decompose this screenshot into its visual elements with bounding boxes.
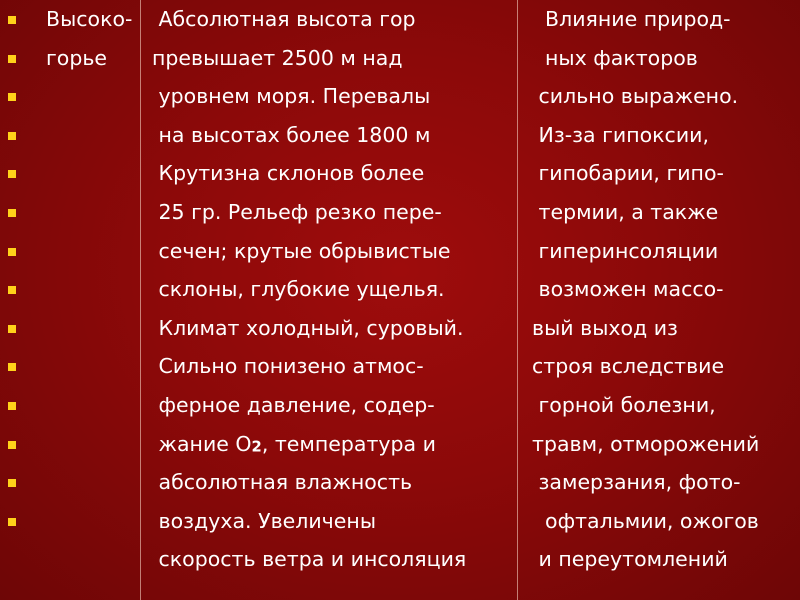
description-line: уровнем моря. Перевалы (152, 84, 431, 109)
influence-line: замерзания, фото- (532, 470, 741, 495)
influence-line: строя вследствие (532, 354, 725, 379)
description-line: Сильно понизено атмос- (152, 354, 424, 379)
bullet-row (8, 116, 138, 155)
description-line: сечен; крутые обрывистые (152, 238, 451, 263)
bullet-row (8, 77, 138, 116)
description-line-oxygen (152, 425, 514, 464)
bullet-icon (8, 132, 16, 140)
description-line: ферное давление, содер- (152, 392, 435, 417)
bullet-icon (8, 441, 16, 449)
bullet-row (8, 39, 138, 78)
bullet-row (8, 386, 138, 425)
description-line: воздуха. Увеличены (152, 508, 376, 533)
influence-line: офтальмии, ожогов (532, 508, 759, 533)
bullet-icon (8, 518, 16, 526)
bullet-icon (8, 93, 16, 101)
bullet-row (8, 425, 138, 464)
description-line: превышает 2500 м над (152, 45, 403, 70)
bullet-row (8, 270, 138, 309)
bullet-icon (8, 286, 16, 294)
description-line: 25 гр. Рельеф резко пере- (152, 199, 442, 224)
bullet-icon (8, 248, 16, 256)
influence-line: термии, а также (532, 199, 719, 224)
bullet-icon (8, 209, 16, 217)
bullet-row (8, 502, 138, 541)
bullet-row (8, 309, 138, 348)
bullet-row (8, 232, 138, 271)
description-column (152, 0, 514, 579)
bullet-icon (8, 363, 16, 371)
bullet-icon (8, 325, 16, 333)
influence-line: гипобарии, гипо- (532, 161, 724, 186)
influence-line: ных факторов (532, 45, 698, 70)
description-line: скорость ветра и инсоляция (152, 547, 467, 572)
influence-column (532, 0, 794, 579)
bullet-row (8, 347, 138, 386)
influence-line: Из-за гипоксии, (532, 122, 709, 147)
influence-line: Влияние природ- (532, 7, 731, 31)
bullet-row (8, 193, 138, 232)
column-divider-right (517, 0, 518, 600)
influence-line: сильно выражено. (532, 84, 739, 109)
description-line: Абсолютная высота гор (152, 7, 416, 31)
oxygen-text: жание О (152, 431, 252, 456)
bullet-icon (8, 479, 16, 487)
influence-line: горной болезни, (532, 392, 716, 417)
bullet-icon (8, 402, 16, 410)
oxygen-subscript: 2 (251, 437, 262, 455)
bullet-row (8, 0, 138, 39)
description-line: склоны, глубокие ущелья. (152, 277, 445, 302)
bullet-row (8, 463, 138, 502)
bullet-icon (8, 16, 16, 24)
influence-line: травм, отморожений (532, 431, 760, 456)
influence-line: вый выход из (532, 315, 678, 340)
bullet-icon (8, 55, 16, 63)
term-column (8, 0, 138, 540)
influence-line: возможен массо- (532, 277, 724, 302)
description-line: Крутизна склонов более (152, 161, 425, 186)
description-line: абсолютная влажность (152, 470, 413, 495)
bullet-row (8, 154, 138, 193)
description-line: Климат холодный, суровый. (152, 315, 464, 340)
term-text: горье (46, 45, 108, 70)
bullet-icon (8, 170, 16, 178)
term-text: Высоко- (46, 7, 133, 31)
influence-line: и переутомлений (532, 547, 728, 572)
oxygen-tail: , температура и (261, 431, 436, 456)
column-divider-left (140, 0, 141, 600)
description-line: на высотах более 1800 м (152, 122, 431, 147)
influence-line: гиперинсоляции (532, 238, 719, 263)
